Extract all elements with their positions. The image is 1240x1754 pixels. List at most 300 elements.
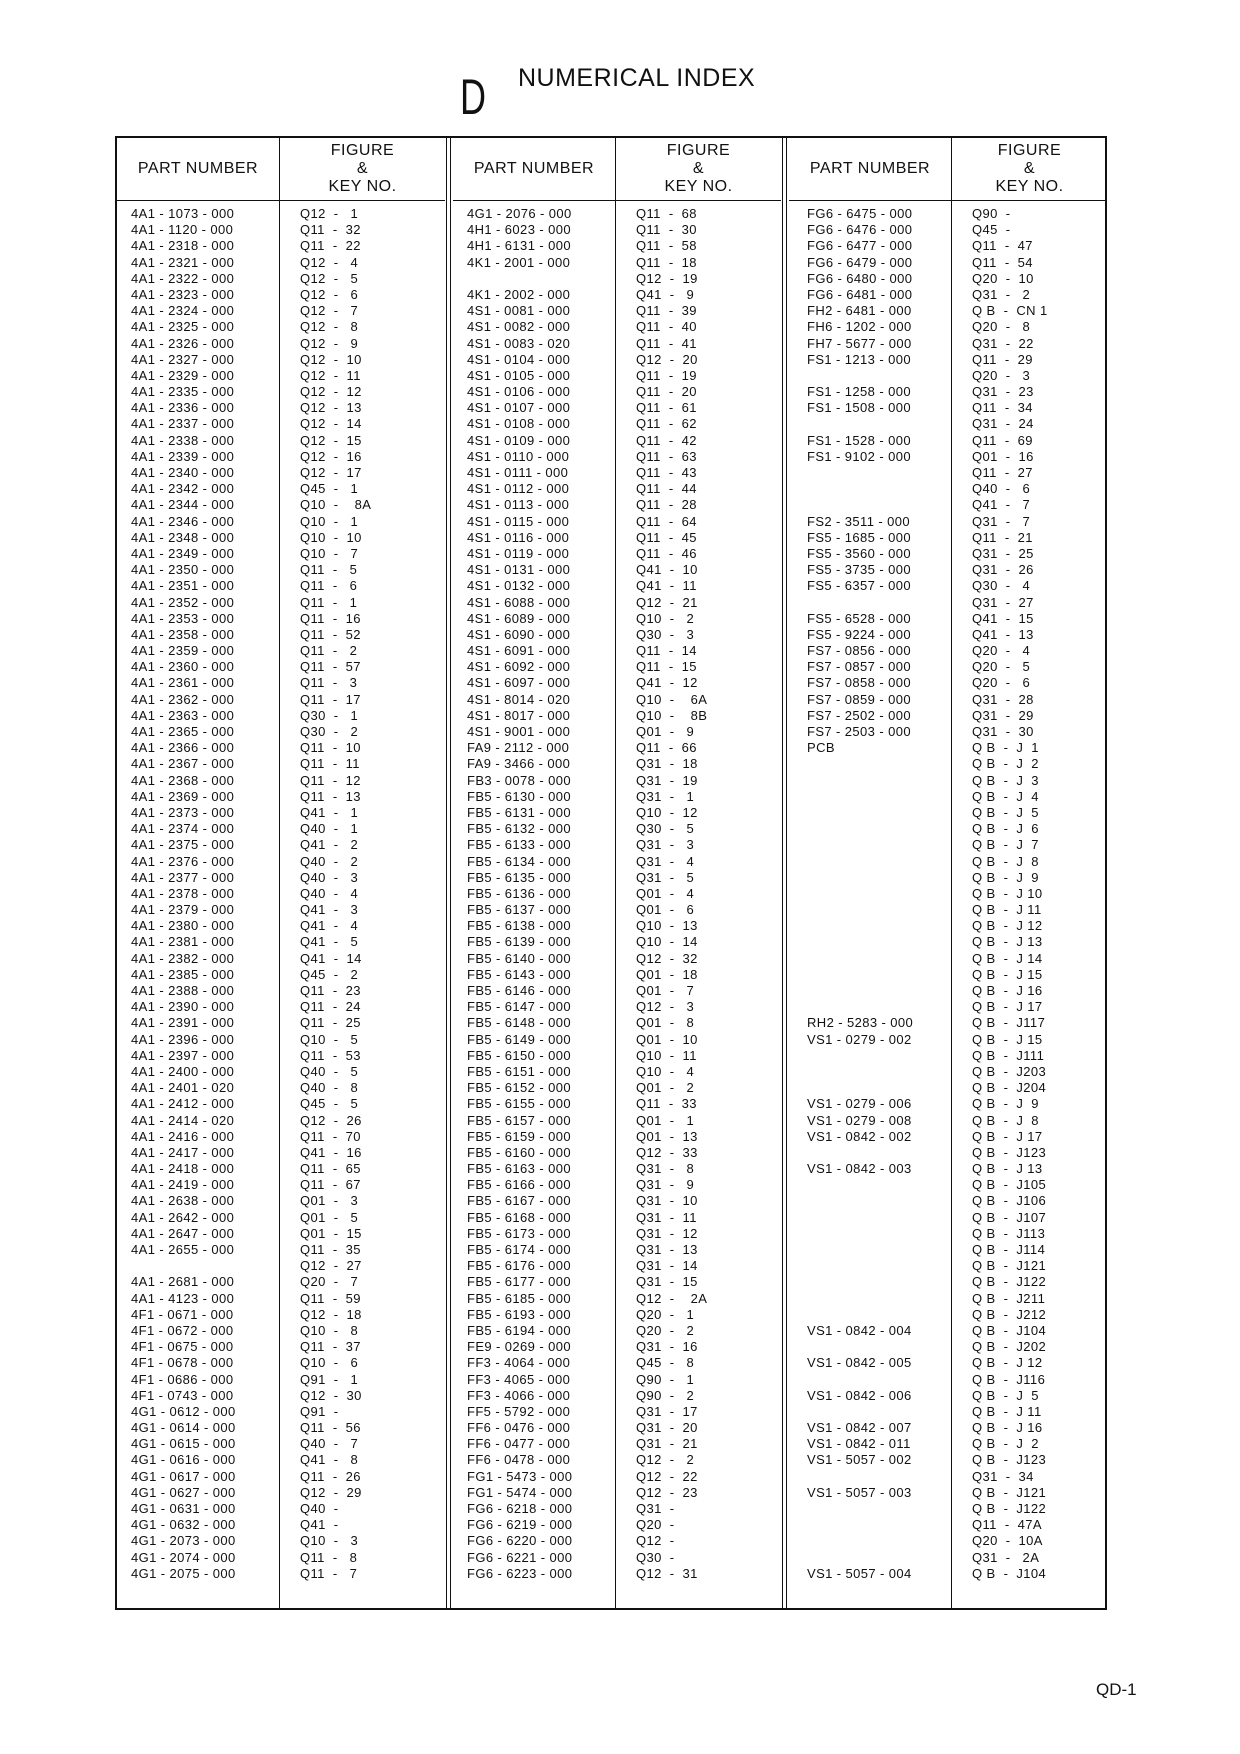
page-header [460,62,880,132]
part-number-cell: 4S1 - 0107 - 000 [467,400,571,416]
figure-key-cell: Q31 - 2 [972,286,1031,302]
table-row [117,756,445,772]
part-number-cell: 4A1 - 2338 - 000 [131,432,235,448]
part-number-cell: FS7 - 0858 - 000 [807,675,911,691]
table-row [789,1048,1107,1064]
table-row [453,546,781,562]
figure-key-cell: Q20 - 6 [972,675,1031,691]
figure-key-cell: Q11 - 8 [300,1549,358,1565]
figure-key-cell: Q B - J 8 [972,853,1039,869]
part-number-cell: 4A1 - 2391 - 000 [131,1015,235,1031]
table-row [789,983,1107,999]
figure-key-cell: Q B - J123 [972,1144,1047,1160]
figure-key-cell: Q41 - 12 [636,675,698,691]
table-row [789,1096,1107,1112]
figure-key-cell: Q B - J113 [972,1225,1046,1241]
figure-key-cell: Q B - J 6 [972,821,1039,837]
figure-key-cell: Q31 - 19 [636,772,698,788]
part-number-cell: 4A1 - 2412 - 000 [131,1096,235,1112]
part-number-cell: FS5 - 3735 - 000 [807,562,911,578]
table-row [117,1145,445,1161]
header-figure-key [952,142,1107,196]
table-row [789,1080,1107,1096]
table-row [789,1420,1107,1436]
figure-key-cell: Q01 - 1 [636,1112,695,1128]
part-number-cell: 4S1 - 0110 - 000 [467,448,570,464]
table-row [117,1436,445,1452]
table-row [453,821,781,837]
part-number-cell: 4K1 - 2001 - 000 [467,254,571,270]
figure-key-cell: Q12 - 9 [300,335,359,351]
page-title: NUMERICAL INDEX [518,64,756,92]
table-row [117,465,445,481]
figure-key-cell: Q B - J116 [972,1371,1046,1387]
table-row [453,481,781,497]
figure-key-cell: Q B - J 15 [972,966,1043,982]
table-row [453,1064,781,1080]
figure-key-cell: Q01 - 15 [300,1225,362,1241]
figure-key-cell: Q11 - 17 [300,691,361,707]
part-number-cell: 4G1 - 0632 - 000 [131,1517,236,1533]
table-row [453,255,781,271]
part-number-cell: VS1 - 0842 - 011 [807,1436,911,1452]
figure-key-cell: Q B - J 2 [972,1436,1039,1452]
part-number-cell: 4A1 - 2419 - 000 [131,1177,235,1193]
figure-key-cell: Q30 - [636,1549,675,1565]
part-number-cell: FB5 - 6134 - 000 [467,853,571,869]
figure-key-cell: Q01 - 6 [636,902,695,918]
part-number-cell: FG1 - 5474 - 000 [467,1484,573,1500]
part-number-cell: 4A1 - 2655 - 000 [131,1242,235,1257]
table-row [789,1113,1107,1129]
part-number-cell: 4A1 - 2326 - 000 [131,335,235,351]
part-number-cell: 4A1 - 2375 - 000 [131,837,235,853]
table-row [453,1323,781,1339]
part-number-cell: 4A1 - 2337 - 000 [131,416,235,432]
figure-key-cell: Q B - J 1 [972,740,1039,756]
table-row [117,303,445,319]
table-row [789,740,1107,756]
table-header [117,138,445,201]
part-number-cell: FB5 - 6148 - 000 [467,1015,571,1031]
figure-key-cell: Q B - J 13 [972,1161,1043,1177]
part-number-cell: 4A1 - 2329 - 000 [131,367,235,383]
part-number-cell: 4A1 - 2382 - 000 [131,950,235,966]
table-row [453,497,781,513]
table-row [789,352,1107,368]
table-row [453,1096,781,1112]
figure-key-cell: Q B - J 5 [972,804,1039,820]
part-number-cell: 4A1 - 4123 - 000 [131,1290,235,1306]
table-row [117,967,445,983]
part-number-cell: FG6 - 6220 - 000 [467,1533,573,1549]
part-number-cell: FF6 - 0477 - 000 [467,1436,571,1452]
figure-key-cell: Q11 - 54 [972,254,1033,270]
part-number-cell: FB5 - 6157 - 000 [467,1112,571,1128]
part-number-cell: FB5 - 6136 - 000 [467,885,571,901]
table-row [453,805,781,821]
table-row [789,789,1107,805]
part-number-cell: 4A1 - 2362 - 000 [131,691,235,707]
figure-key-cell: Q11 - 13 [300,788,361,804]
part-number-cell: FG6 - 6218 - 000 [467,1501,573,1516]
table-row [789,1242,1107,1258]
table-row [453,530,781,546]
part-number-cell: 4A1 - 2350 - 000 [131,562,235,578]
part-number-cell: VS1 - 5057 - 003 [807,1484,912,1500]
figure-key-cell: Q11 - 41 [636,335,697,351]
figure-key-cell: Q10 - 4 [636,1063,695,1079]
figure-key-cell: Q31 - 21 [636,1436,698,1452]
table-row [117,643,445,659]
table-row [117,1258,445,1274]
table-row [117,1566,445,1582]
table-row [117,1533,445,1549]
figure-key-cell: Q11 - 21 [972,529,1033,545]
figure-key-cell: Q31 - 3 [636,837,695,853]
table-row [789,1291,1107,1307]
table-row [117,1452,445,1468]
table-row [789,1177,1107,1193]
table-row [117,1080,445,1096]
part-number-cell: FB5 - 6132 - 000 [467,821,571,837]
part-number-cell: FA9 - 2112 - 000 [467,740,570,756]
table-row [453,368,781,384]
part-number-cell: FB5 - 6174 - 000 [467,1242,571,1257]
figure-key-cell: Q01 - 9 [636,724,695,739]
table-row [789,627,1107,643]
part-number-cell: 4A1 - 2321 - 000 [131,254,235,270]
figure-key-cell: Q10 - 8A [300,497,372,513]
table-row [117,433,445,449]
figure-key-cell: Q11 - 29 [972,351,1033,367]
part-number-cell: FB5 - 6149 - 000 [467,1031,571,1047]
part-number-cell: 4S1 - 6091 - 000 [467,643,571,659]
table-row [117,773,445,789]
table-row [453,1242,781,1258]
table-row [453,756,781,772]
table-row [117,1404,445,1420]
table-row [789,384,1107,400]
part-number-cell: 4A1 - 2642 - 000 [131,1209,235,1225]
figure-key-cell: Q31 - 24 [972,416,1034,432]
table-row [117,1064,445,1080]
figure-key-cell: Q12 - 12 [300,384,362,400]
figure-key-cell: Q B - J123 [972,1452,1047,1468]
table-row [453,271,781,287]
part-number-cell: VS1 - 0279 - 002 [807,1031,912,1047]
table-row [117,1517,445,1533]
table-row [789,497,1107,513]
part-number-cell: FB5 - 6143 - 000 [467,966,571,982]
table-row [117,546,445,562]
part-number-cell: FF3 - 4066 - 000 [467,1387,571,1403]
table-row [789,870,1107,886]
table-row [789,854,1107,870]
part-number-cell: 4F1 - 0743 - 000 [131,1387,234,1403]
table-row [789,643,1107,659]
figure-key-cell: Q11 - 47 [972,238,1033,254]
index-rows [789,206,1107,1582]
figure-key-cell: Q11 - 26 [300,1468,361,1484]
figure-key-cell: Q11 - 16 [300,610,361,626]
table-row [453,1129,781,1145]
figure-key-cell: Q12 - 16 [300,448,362,464]
figure-key-cell: Q01 - 7 [636,983,695,998]
table-row [453,1485,781,1501]
table-row [117,1291,445,1307]
part-number-cell: FG6 - 6477 - 000 [807,238,913,254]
table-row [453,1048,781,1064]
part-number-cell: FG6 - 6475 - 000 [807,206,913,221]
table-row [789,692,1107,708]
figure-key-cell: Q11 - 32 [300,222,361,238]
part-number-cell: FS2 - 3511 - 000 [807,513,910,529]
table-row [117,1210,445,1226]
figure-key-cell: Q12 - 15 [300,432,362,448]
figure-key-cell: Q12 - 5 [300,270,359,286]
table-row [117,1226,445,1242]
table-row [789,886,1107,902]
figure-key-cell: Q20 - 3 [972,367,1031,383]
part-number-cell: 4S1 - 6088 - 000 [467,594,571,610]
table-row [789,611,1107,627]
part-number-cell: 4S1 - 0132 - 000 [467,578,571,594]
part-number-cell: 4S1 - 0119 - 000 [467,545,570,561]
part-number-cell: 4G1 - 2073 - 000 [131,1533,236,1549]
figure-key-cell: Q12 - 27 [300,1258,362,1274]
table-row [117,1388,445,1404]
figure-key-cell: Q10 - 12 [636,804,698,820]
figure-key-cell: Q B - J117 [972,1015,1046,1031]
table-row [117,983,445,999]
table-row [789,546,1107,562]
part-number-cell: FG6 - 6479 - 000 [807,254,913,270]
table-row [789,1210,1107,1226]
figure-key-cell: Q20 - 4 [972,643,1031,659]
figure-key-cell: Q12 - 22 [636,1468,698,1484]
part-number-cell: FB5 - 6173 - 000 [467,1225,571,1241]
figure-key-cell: Q31 - 28 [972,691,1034,707]
figure-key-cell: Q31 - 25 [972,545,1034,561]
part-number-cell: 4A1 - 2360 - 000 [131,659,235,675]
table-row [117,1096,445,1112]
figure-key-cell: Q B - J 16 [972,1420,1043,1436]
figure-key-cell: Q11 - 18 [636,254,697,270]
part-number-cell: FG1 - 5473 - 000 [467,1468,573,1484]
figure-key-cell: Q01 - 3 [300,1193,359,1209]
table-row [453,1469,781,1485]
table-row [789,756,1107,772]
figure-key-cell: Q11 - 11 [300,756,360,772]
table-row [117,206,445,222]
block-divider [782,138,787,1608]
index-rows [117,206,445,1582]
table-row [453,934,781,950]
figure-key-cell: Q12 - 10 [300,351,362,367]
figure-key-cell: Q31 - 22 [972,335,1034,351]
figure-key-cell: Q11 - 2 [300,643,358,659]
table-row [789,319,1107,335]
figure-key-cell: Q01 - 18 [636,966,698,982]
index-rows [453,206,781,1582]
figure-key-cell: Q45 - 1 [300,481,359,497]
part-number-cell: FS5 - 6528 - 000 [807,610,911,626]
part-number-cell: 4G1 - 2076 - 000 [467,206,572,221]
part-number-cell: 4A1 - 2390 - 000 [131,999,235,1015]
part-number-cell: FS7 - 2503 - 000 [807,724,911,739]
figure-key-cell: Q11 - 14 [636,643,697,659]
table-row [453,416,781,432]
table-row [789,918,1107,934]
figure-key-cell: Q B - J121 [972,1258,1047,1274]
table-row [789,1469,1107,1485]
part-number-cell: 4A1 - 1073 - 000 [131,206,235,221]
part-number-cell: 4A1 - 2344 - 000 [131,497,235,513]
table-row [453,206,781,222]
table-row [453,384,781,400]
part-number-cell: 4A1 - 2381 - 000 [131,934,235,950]
figure-key-cell: Q11 - 24 [300,999,361,1015]
header-key-no: KEY NO. [328,178,397,195]
table-row [117,1323,445,1339]
part-number-cell: 4A1 - 2416 - 000 [131,1128,235,1144]
header-part-number: PART NUMBER [137,160,259,177]
figure-key-cell: Q20 - [636,1517,675,1533]
figure-key-cell: Q11 - 33 [636,1096,697,1112]
table-row [117,449,445,465]
figure-key-cell: Q41 - 15 [972,610,1034,626]
figure-key-cell: Q12 - 13 [300,400,362,416]
table-row [453,352,781,368]
part-number-cell: 4A1 - 2638 - 000 [131,1193,235,1209]
table-row [117,1113,445,1129]
table-row [789,1533,1107,1549]
table-row [789,1452,1107,1468]
figure-key-cell: Q12 - 20 [636,351,698,367]
part-number-cell: FB5 - 6166 - 000 [467,1177,571,1193]
figure-key-cell: Q11 - 35 [300,1242,361,1257]
figure-key-cell: Q11 - 19 [636,367,697,383]
table-row [453,659,781,675]
figure-key-cell: Q31 - 30 [972,724,1034,739]
part-number-cell: VS1 - 0842 - 007 [807,1420,912,1436]
header-key-no: KEY NO. [664,178,733,195]
table-row [789,675,1107,691]
table-row [453,578,781,594]
figure-key-cell: Q41 - 4 [300,918,359,934]
table-row [789,1485,1107,1501]
part-number-cell: 4A1 - 2373 - 000 [131,804,235,820]
table-row [789,1372,1107,1388]
part-number-cell: FB5 - 6176 - 000 [467,1258,571,1274]
part-number-cell: FF6 - 0478 - 000 [467,1452,571,1468]
part-number-cell: 4S1 - 0116 - 000 [467,529,570,545]
part-number-cell: FB5 - 6163 - 000 [467,1161,571,1177]
table-row [117,627,445,643]
table-row [117,1339,445,1355]
figure-key-cell: Q B - J 11 [972,902,1042,918]
part-number-cell: FB5 - 6159 - 000 [467,1128,571,1144]
figure-key-cell: Q B - J 3 [972,772,1039,788]
table-row [453,1550,781,1566]
figure-key-cell: Q31 - 26 [972,562,1034,578]
figure-key-cell: Q11 - 34 [972,400,1033,416]
table-row [789,1550,1107,1566]
table-header [453,138,781,201]
figure-key-cell: Q B - J104 [972,1565,1047,1581]
part-number-cell: FB5 - 6160 - 000 [467,1144,571,1160]
table-row [789,303,1107,319]
figure-key-cell: Q31 - 27 [972,594,1034,610]
figure-key-cell: Q B - J212 [972,1306,1047,1322]
header-figure: FIGURE [330,142,395,159]
figure-key-cell: Q40 - 6 [972,481,1031,497]
part-number-cell: 4A1 - 2374 - 000 [131,821,235,837]
table-row [117,1550,445,1566]
table-row [117,595,445,611]
figure-key-cell: Q10 - 1 [300,513,359,529]
part-number-cell: FS1 - 1213 - 000 [807,351,911,367]
header-ampersand: & [692,160,705,177]
figure-key-cell: Q12 - 17 [300,465,362,480]
figure-key-cell: Q40 - 7 [300,1436,359,1452]
table-row [117,271,445,287]
figure-key-cell: Q11 - 22 [300,238,361,254]
table-row [453,1113,781,1129]
part-number-cell: 4F1 - 0671 - 000 [131,1306,234,1322]
part-number-cell: 4G1 - 0627 - 000 [131,1484,236,1500]
figure-key-cell: Q11 - 37 [300,1339,361,1355]
figure-key-cell: Q B - J 15 [972,1031,1043,1047]
figure-key-cell: Q11 - 15 [636,659,697,675]
figure-key-cell: Q B - J114 [972,1242,1046,1257]
figure-key-cell: Q12 - 2 [636,1452,695,1468]
part-number-cell: FB5 - 6133 - 000 [467,837,571,853]
part-number-cell: 4F1 - 0686 - 000 [131,1371,234,1387]
table-row [117,999,445,1015]
table-row [453,611,781,627]
figure-key-cell: Q B - J 8 [972,1112,1039,1128]
figure-key-cell: Q12 - 18 [300,1306,362,1322]
index-block-2 [453,138,781,1608]
figure-key-cell: Q11 - 28 [636,497,697,513]
figure-key-cell: Q12 - 6 [300,286,359,302]
part-number-cell: 4S1 - 6092 - 000 [467,659,571,675]
table-row [117,1048,445,1064]
figure-key-cell: Q B - J104 [972,1322,1047,1338]
figure-key-cell: Q40 - 4 [300,885,359,901]
part-number-cell: VS1 - 0279 - 008 [807,1112,912,1128]
table-row [453,1420,781,1436]
table-row [789,433,1107,449]
figure-key-cell: Q91 - [300,1403,339,1419]
figure-key-cell: Q41 - [300,1517,339,1533]
part-number-cell: 4A1 - 2400 - 000 [131,1063,235,1079]
table-row [117,562,445,578]
table-row [453,1226,781,1242]
part-number-cell: 4H1 - 6131 - 000 [467,238,571,254]
part-number-cell: VS1 - 0279 - 006 [807,1096,912,1112]
table-row [117,918,445,934]
table-row [117,238,445,254]
figure-key-cell: Q31 - 17 [636,1403,698,1419]
table-row [789,1501,1107,1517]
table-row [453,886,781,902]
figure-key-cell: Q11 - 63 [636,448,697,464]
table-row [789,336,1107,352]
figure-key-cell: Q B - J 5 [972,1387,1039,1403]
